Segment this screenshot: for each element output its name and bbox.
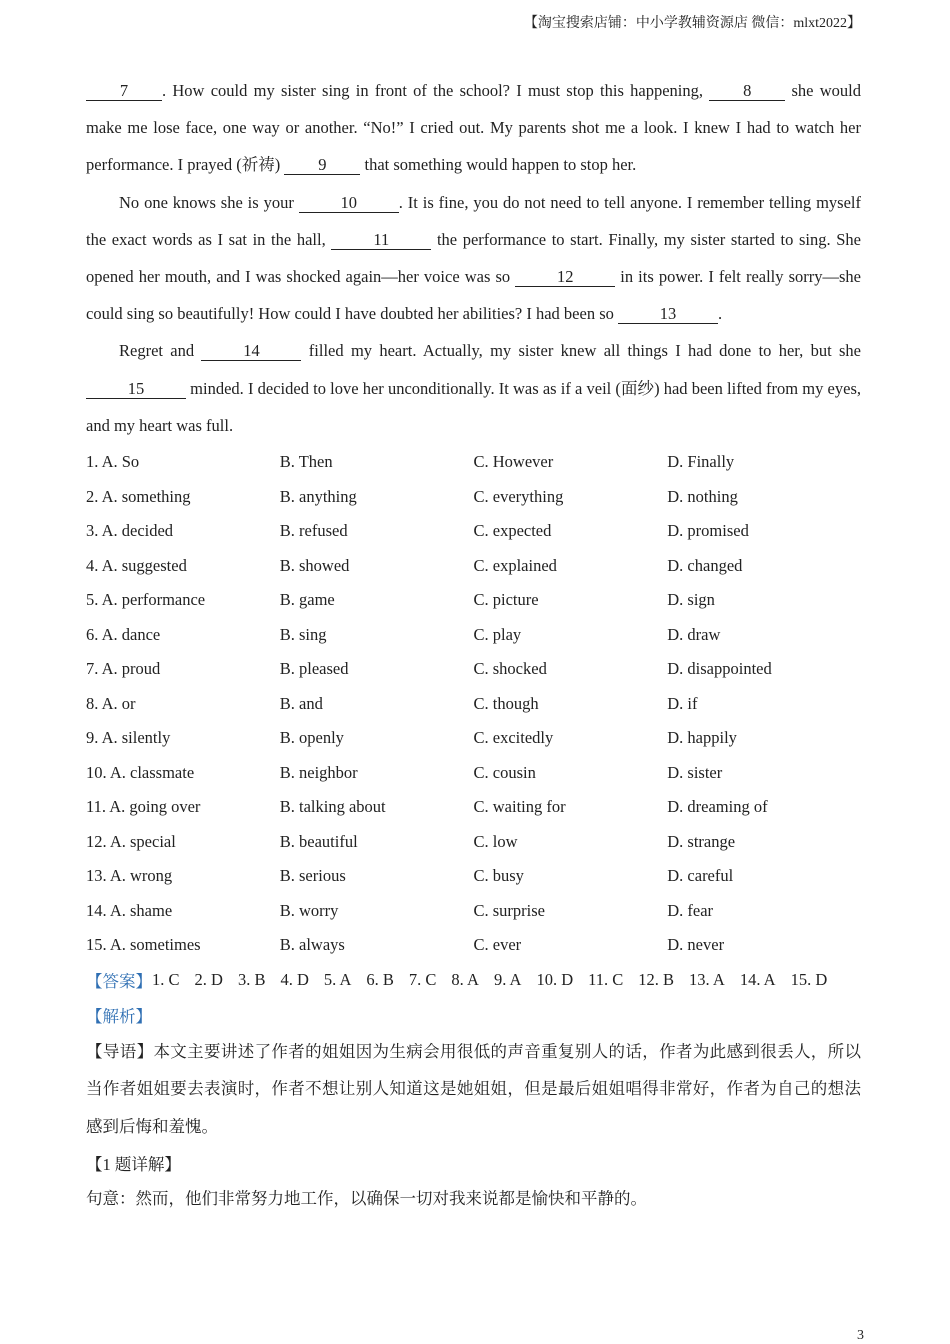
option-cell: B. talking about <box>279 797 386 817</box>
option-cell: D. careful <box>667 866 734 886</box>
option-cell: C. expected <box>473 521 552 541</box>
option-row <box>86 514 861 549</box>
option-cell: B. worry <box>279 900 339 920</box>
option-cell: D. promised <box>667 521 749 541</box>
option-cell: C. excitedly <box>473 728 554 748</box>
option-row <box>86 928 861 963</box>
option-cell: C. surprise <box>473 900 545 920</box>
option-row <box>86 445 861 480</box>
option-row <box>86 618 861 653</box>
option-cell: B. neighbor <box>279 762 358 782</box>
option-row <box>86 894 861 929</box>
blank-10: 10 <box>299 194 399 213</box>
option-cell: B. game <box>279 590 335 610</box>
blank-12: 12 <box>515 268 615 287</box>
guide-paragraph <box>86 1033 861 1146</box>
option-cell: D. happily <box>667 728 737 748</box>
answer-item: 5. A <box>323 970 352 990</box>
option-cell: C. explained <box>473 555 557 575</box>
option-cell: C. busy <box>473 866 524 886</box>
answer-item: 3. B <box>237 970 266 990</box>
option-cell: 2. A. something <box>86 486 191 506</box>
option-cell: D. never <box>667 935 725 955</box>
passage-paragraph-2: No one knows she is your 10 . It is fine, you do not need to tell anyone. I remember telling myself the exact words as I sat in the hall, 11 the performance to start. Finally, my sister started to sing. She opened her mouth, and I was shocked again—her voice was so 12 in its power. I felt really sorry—she could sing so beautifully! How could I have doubted her abilities? I had been so 13 . <box>86 192 861 324</box>
option-cell: 3. A. decided <box>86 521 174 541</box>
option-cell: 11. A. going over <box>86 797 201 817</box>
answer-item: 14. A <box>739 970 776 990</box>
answer-item: 1. C <box>152 970 180 990</box>
answer-item: 4. D <box>280 970 309 990</box>
option-row <box>86 790 861 825</box>
answer-line <box>86 963 861 998</box>
answer-item: 6. B <box>366 970 394 990</box>
option-cell: 6. A. dance <box>86 624 161 644</box>
document-content <box>86 72 861 1218</box>
option-cell: B. and <box>279 693 323 713</box>
answer-item: 7. C <box>408 970 437 990</box>
option-cell: 4. A. suggested <box>86 555 187 575</box>
option-cell: B. pleased <box>279 659 349 679</box>
option-cell: C. ever <box>473 935 522 955</box>
option-cell: 9. A. silently <box>86 728 171 748</box>
option-cell: 14. A. shame <box>86 900 173 920</box>
answer-item: 15. D <box>790 970 828 990</box>
q1-detail-label: 【1 题详解】 <box>86 1154 181 1174</box>
option-cell: C. However <box>473 452 554 472</box>
option-cell: D. dreaming of <box>667 797 768 817</box>
answer-item: 13. A <box>689 970 725 990</box>
blank-7: 7 <box>86 82 162 101</box>
option-row <box>86 825 861 860</box>
option-row <box>86 583 861 618</box>
option-cell: B. serious <box>279 866 346 886</box>
option-row <box>86 756 861 791</box>
option-cell: B. beautiful <box>279 831 358 851</box>
option-cell: 10. A. classmate <box>86 762 195 782</box>
option-cell: D. sister <box>667 762 723 782</box>
answer-items <box>152 970 827 990</box>
blank-8: 8 <box>709 82 785 101</box>
option-cell: D. if <box>667 693 698 713</box>
option-cell: D. Finally <box>667 452 735 472</box>
option-cell: 7. A. proud <box>86 659 161 679</box>
blank-14: 14 <box>201 342 301 361</box>
passage-paragraph-3: Regret and 14 filled my heart. Actually, my sister knew all things I had done to her, but she 15 minded. I decided to love her unconditionally. It was as if a veil (面纱) had been lifted from my eyes, and my heart was full. <box>86 341 861 435</box>
header-watermark: 【淘宝搜索店铺：中小学教辅资源店 微信：mlxt2022】 <box>523 16 861 31</box>
q1-detail-text: 句意：然而，他们非常努力地工作，以确保一切对我来说都是愉快和平静的。 <box>86 1189 647 1209</box>
answer-item: 12. B <box>638 970 675 990</box>
analysis-label: 【解析】 <box>86 1007 152 1027</box>
option-row <box>86 480 861 515</box>
blank-15: 15 <box>86 380 186 399</box>
option-cell: D. changed <box>667 555 743 575</box>
answer-item: 8. A <box>451 970 479 990</box>
option-cell: 5. A. performance <box>86 590 206 610</box>
option-cell: C. waiting for <box>473 797 566 817</box>
option-row <box>86 549 861 584</box>
blank-11: 11 <box>331 231 431 250</box>
option-cell: 12. A. special <box>86 831 176 851</box>
answer-item: 10. D <box>536 970 574 990</box>
answer-item: 11. C <box>588 970 624 990</box>
option-cell: 8. A. or <box>86 693 136 713</box>
answer-item: 2. D <box>194 970 223 990</box>
option-cell: D. draw <box>667 624 721 644</box>
option-row <box>86 652 861 687</box>
option-cell: B. showed <box>279 555 350 575</box>
passage-paragraph-1: 7 . How could my sister sing in front of the school? I must stop this happening, 8 she would make me lose face, one way or another. “No!” I cried out. My parents shot me a look. I knew I had to watch her performance. I prayed (祈祷) 9 that something would happen to stop her. <box>86 81 862 175</box>
answer-item: 9. A <box>493 970 522 990</box>
option-row <box>86 687 861 722</box>
option-cell: 15. A. sometimes <box>86 935 201 955</box>
option-cell: C. low <box>473 831 518 851</box>
option-cell: 1. A. So <box>86 452 140 472</box>
option-cell: 13. A. wrong <box>86 866 173 886</box>
option-cell: B. Then <box>279 452 333 472</box>
option-cell: D. sign <box>667 590 715 610</box>
option-cell: C. though <box>473 693 539 713</box>
option-cell: B. sing <box>279 624 327 644</box>
option-cell: C. play <box>473 624 522 644</box>
option-cell: D. fear <box>667 900 714 920</box>
page-number: 3 <box>857 1328 864 1343</box>
option-cell: B. anything <box>279 486 357 506</box>
option-cell: D. disappointed <box>667 659 772 679</box>
option-cell: C. everything <box>473 486 564 506</box>
guide-text: 本文主要讲述了作者的姐姐因为生病会用很低的声音重复别人的话，作者为此感到很丢人，所以当作者姐姐要去表演时，作者不想让别人知道这是她姐姐，但是最后姐姐唱得非常好，作者为自己的想法感到后悔和羞愧。 <box>86 1041 862 1136</box>
option-cell: C. cousin <box>473 762 536 782</box>
option-cell: B. refused <box>279 521 348 541</box>
option-cell: D. strange <box>667 831 736 851</box>
blank-13: 13 <box>618 305 718 324</box>
option-row <box>86 859 861 894</box>
option-cell: D. nothing <box>667 486 738 506</box>
option-cell: C. shocked <box>473 659 547 679</box>
option-row <box>86 721 861 756</box>
option-cell: C. picture <box>473 590 539 610</box>
guide-label: 【导语】 <box>86 1041 154 1061</box>
blank-9: 9 <box>284 156 360 175</box>
answer-label: 【答案】 <box>86 972 152 992</box>
option-cell: B. openly <box>279 728 344 748</box>
options-table <box>86 445 861 963</box>
option-cell: B. always <box>279 935 345 955</box>
